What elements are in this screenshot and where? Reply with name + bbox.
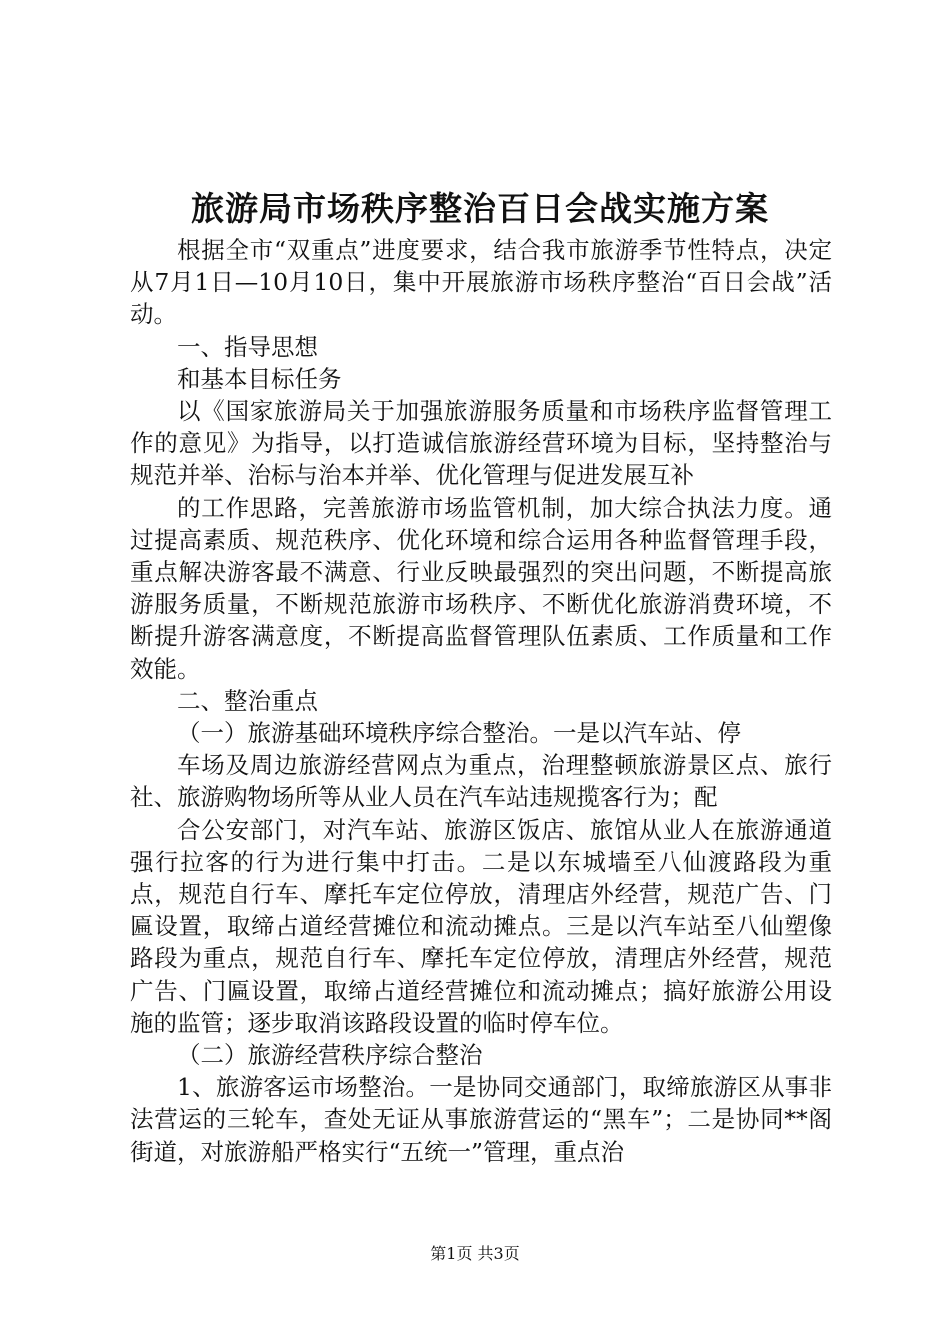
document-title: 旅游局市场秩序整治百日会战实施方案 xyxy=(191,189,769,228)
page-number: 第1页 共3页 xyxy=(430,1244,520,1263)
subsection-heading-1: （一）旅游基础环境秩序综合整治。一是以汽车站、停 xyxy=(177,719,741,748)
paragraph-public-security: 合公安部门，对汽车站、旅游区饭店、旅馆从业人在旅游通道强行拉客的行为进行集中打击。二是以东城墙至八仙渡路段为重点，规范自行车、摩托车定位停放，清理店外经营，规范广告、门匾设置，取缔占道经营摊位和流动摊点。三是以汽车站至八仙塑像路段为重点，规范自行车、摩托车定位停放，清理店外经营，规范广告、门匾设置，取缔占道经营摊位和流动摊点；搞好旅游公用设施的监管；逐步取消该路段设置的临时停车位。 xyxy=(130,815,832,1037)
subsection-heading-2: （二）旅游经营秩序综合整治 xyxy=(177,1041,483,1070)
document-body xyxy=(130,234,832,1168)
section-heading-1: 一、指导思想 xyxy=(177,332,318,361)
section-heading-2: 二、整治重点 xyxy=(177,686,318,715)
paragraph-station: 车场及周边旅游经营网点为重点，治理整顿旅游景区点、旅行社、旅游购物场所等从业人员在汽车站违规揽客行为；配 xyxy=(130,751,832,812)
section-heading-1-cont: 和基本目标任务 xyxy=(177,364,342,393)
paragraph-work-approach: 的工作思路，完善旅游市场监管机制，加大综合执法力度。通过提高素质、规范秩序、优化环境和综合运用各种监督管理手段，重点解决游客最不满意、行业反映最强烈的突出问题，不断提高旅游服务质量，不断规范旅游市场秩序、不断优化旅游消费环境，不断提升游客满意度，不断提高监督管理队伍素质、工作质量和工作效能。 xyxy=(130,493,832,683)
paragraph-guidance: 以《国家旅游局关于加强旅游服务质量和市场秩序监督管理工作的意见》为指导，以打造诚信旅游经营环境为目标，坚持整治与规范并举、治标与治本并举、优化管理与促进发展互补 xyxy=(130,397,832,490)
paragraph-intro: 根据全市“双重点”进度要求，结合我市旅游季节性特点，决定从7月1日—10月10日，集中开展旅游市场秩序整治“百日会战”活动。 xyxy=(130,236,832,329)
paragraph-transport: 1、旅游客运市场整治。一是协同交通部门，取缔旅游区从事非法营运的三轮车，查处无证从事旅游营运的“黑车”；二是协同**阁街道，对旅游船严格实行“五统一”管理，重点治 xyxy=(130,1073,832,1166)
